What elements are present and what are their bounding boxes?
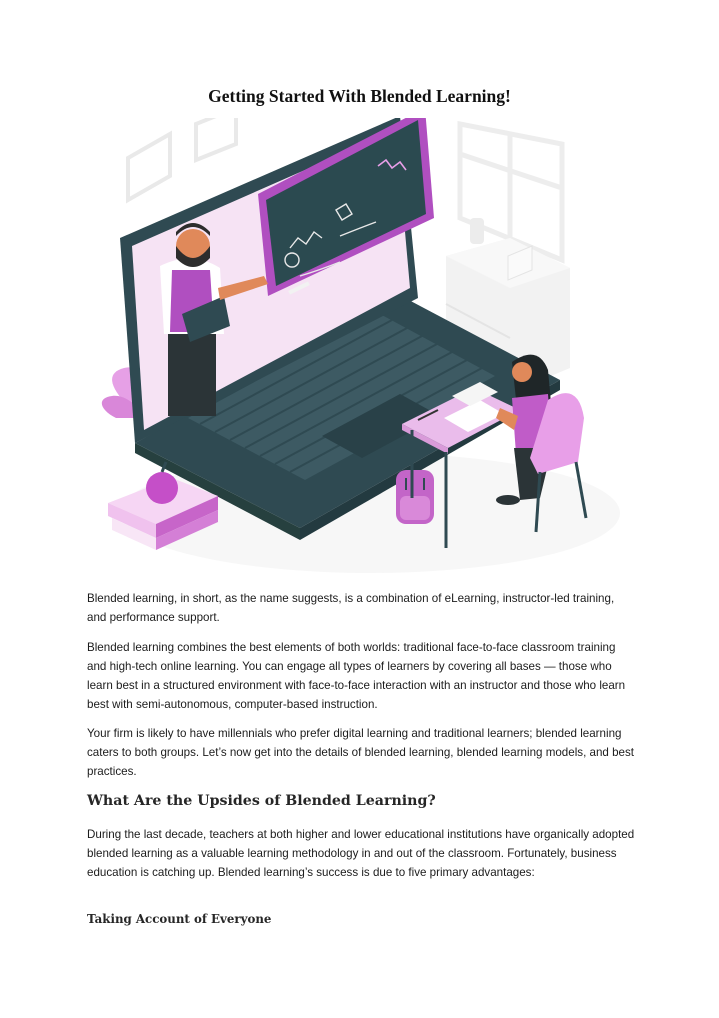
wall-frame-icon — [128, 118, 236, 200]
combination-paragraph: Blended learning combines the best elements of both worlds: traditional face-to-face classroom training and high-tech online learning. You can engage all types of learners by covering all bases — those who learn best in a structured environment with face-to-face interaction with an instructor and those who learn best with semi-autonomous, computer-based instruction. — [87, 641, 626, 711]
section-heading: What Are the Upsides of Blended Learning? — [87, 793, 436, 809]
subsection-heading: Taking Account of Everyone — [87, 912, 272, 926]
intro-paragraph: Blended learning, in short, as the name suggests, is a combination of eLearning, instructor-led training, and performance support. — [87, 592, 615, 624]
upsides-paragraph: During the last decade, teachers at both higher and lower educational institutions have organically adopted blended learning as a valuable learning methodology in and out of the classroom. Fortunately, business education is catching up. Blended learning’s success is due to five primary advantages: — [87, 828, 635, 879]
backpack-icon — [396, 470, 434, 524]
blended-learning-illustration — [100, 118, 630, 578]
page-title: Getting Started With Blended Learning! — [208, 86, 511, 106]
audience-paragraph: Your firm is likely to have millennials who prefer digital learning and traditional learners; blended learning caters to both groups. Let’s now get into the details of blended learning, blended learning models, and best practices. — [87, 727, 634, 778]
